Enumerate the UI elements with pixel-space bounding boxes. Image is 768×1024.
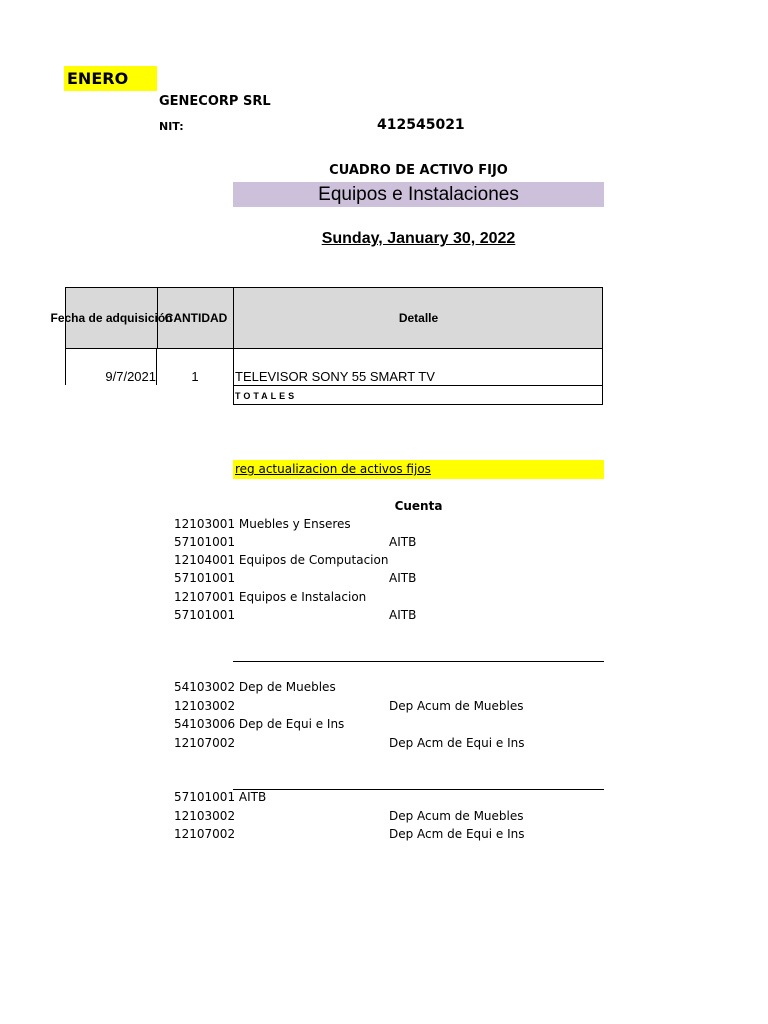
entry-description: Dep Acum de Muebles: [389, 699, 524, 713]
entry-description: AITB: [389, 571, 417, 585]
month-label: ENERO: [64, 66, 157, 91]
entry-account: 57101001: [174, 535, 236, 549]
table-border: [233, 404, 603, 405]
header-cantidad: CANTIDAD: [157, 288, 234, 348]
table-cell-date: 9/7/2021: [105, 369, 156, 384]
registro-title: [233, 460, 604, 479]
header-detalle: Detalle: [233, 288, 603, 348]
entry-account: 12107001 Equipos e Instalacion: [174, 590, 367, 604]
entry-account: 57101001: [174, 608, 236, 622]
table-border: [602, 349, 603, 405]
entry-description: Dep Acm de Equi e Ins: [389, 736, 525, 750]
entry-account: 12107002: [174, 827, 236, 841]
entry-account: 12103001 Muebles y Enseres: [174, 517, 351, 531]
totals-label: TOTALES: [235, 391, 298, 401]
report-date: Sunday, January 30, 2022: [321, 230, 516, 247]
entry-account: 57101001: [174, 571, 236, 585]
table-cell-qty: 1: [191, 369, 199, 384]
cuenta-header: Cuenta: [394, 499, 443, 513]
table-border: [233, 349, 234, 405]
section-divider: [233, 789, 604, 790]
entry-account: 12103002: [174, 809, 236, 823]
company-name: GENECORP SRL: [159, 94, 271, 109]
nit-value: 412545021: [377, 117, 465, 133]
table-border: [233, 385, 603, 386]
entry-account: 54103002 Dep de Muebles: [174, 680, 336, 694]
header-fecha: Fecha de adquisición: [50, 311, 173, 325]
entry-account: 12104001 Equipos de Computacion: [174, 553, 389, 567]
entry-account: 12103002: [174, 699, 236, 713]
table-cell-detail: TELEVISOR SONY 55 SMART TV: [235, 369, 435, 384]
entry-account: 57101001 AITB: [174, 790, 267, 804]
entry-description: Dep Acm de Equi e Ins: [389, 827, 525, 841]
entry-description: AITB: [389, 608, 417, 622]
entry-account: 12107002: [174, 736, 236, 750]
entry-description: AITB: [389, 535, 417, 549]
section-divider: [233, 661, 604, 662]
registro-title-text: reg actualizacion de activos fijos: [235, 462, 431, 476]
nit-label: NIT:: [159, 120, 184, 133]
entry-account: 54103006 Dep de Equi e Ins: [174, 717, 345, 731]
report-title: CUADRO DE ACTIVO FIJO: [329, 163, 508, 178]
table-header: [50, 287, 603, 349]
entry-description: Dep Acum de Muebles: [389, 809, 524, 823]
report-subtitle: Equipos e Instalaciones: [233, 182, 604, 207]
